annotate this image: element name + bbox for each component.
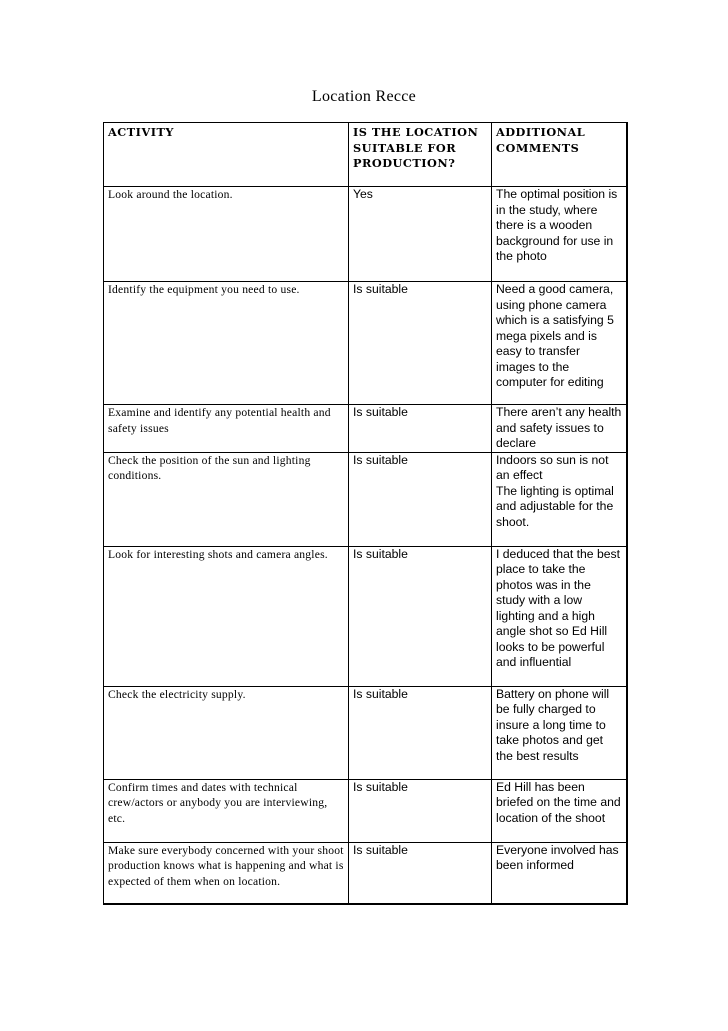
activity-cell: Make sure everybody concerned with your shoot production knows what is happening and what is expected of them when on location. (104, 842, 349, 904)
activity-cell: Look for interesting shots and camera angles. (104, 546, 349, 686)
activity-cell: Confirm times and dates with technical crew/actors or anybody you are interviewing, etc. (104, 779, 349, 842)
comments-cell: Ed Hill has been briefed on the time and location of the shoot (492, 779, 627, 842)
activity-cell: Check the electricity supply. (104, 686, 349, 779)
table-row (104, 686, 627, 779)
comments-cell: I deduced that the best place to take the photos was in the study with a low lighting and a high angle shot so Ed Hill looks to be powerful and influential (492, 546, 627, 686)
suitable-cell: Is suitable (349, 546, 492, 686)
suitable-cell: Yes (349, 187, 492, 282)
table-row (104, 779, 627, 842)
comments-cell: There aren’t any health and safety issues to declare (492, 405, 627, 453)
table-row (104, 282, 627, 405)
suitable-cell: Is suitable (349, 282, 492, 405)
header-suitable: IS THE LOCATION SUITABLE FOR PRODUCTION? (349, 123, 492, 187)
activity-cell: Identify the equipment you need to use. (104, 282, 349, 405)
suitable-cell: Is suitable (349, 405, 492, 453)
table-row (104, 842, 627, 904)
header-comments: ADDITIONAL COMMENTS (492, 123, 627, 187)
suitable-cell: Is suitable (349, 686, 492, 779)
table-row (104, 452, 627, 546)
header-row (104, 123, 627, 187)
activity-cell: Look around the location. (104, 187, 349, 282)
comments-cell: Indoors so sun is not an effect The lighting is optimal and adjustable for the shoot. (492, 452, 627, 546)
suitable-cell: Is suitable (349, 842, 492, 904)
table-row (104, 187, 627, 282)
activity-cell: Check the position of the sun and lighting conditions. (104, 452, 349, 546)
comments-cell: The optimal position is in the study, where there is a wooden background for use in the photo (492, 187, 627, 282)
page-title: Location Recce (311, 88, 417, 105)
suitable-cell: Is suitable (349, 452, 492, 546)
table-row (104, 405, 627, 453)
header-activity: ACTIVITY (104, 123, 349, 187)
activity-cell: Examine and identify any potential health and safety issues (104, 405, 349, 453)
comments-cell: Everyone involved has been informed (492, 842, 627, 904)
location-recce-table (103, 122, 628, 905)
table-row (104, 546, 627, 686)
comments-cell: Need a good camera, using phone camera which is a satisfying 5 mega pixels and is easy to transfer images to the computer for editing (492, 282, 627, 405)
suitable-cell: Is suitable (349, 779, 492, 842)
comments-cell: Battery on phone will be fully charged to insure a long time to take photos and get the best results (492, 686, 627, 779)
